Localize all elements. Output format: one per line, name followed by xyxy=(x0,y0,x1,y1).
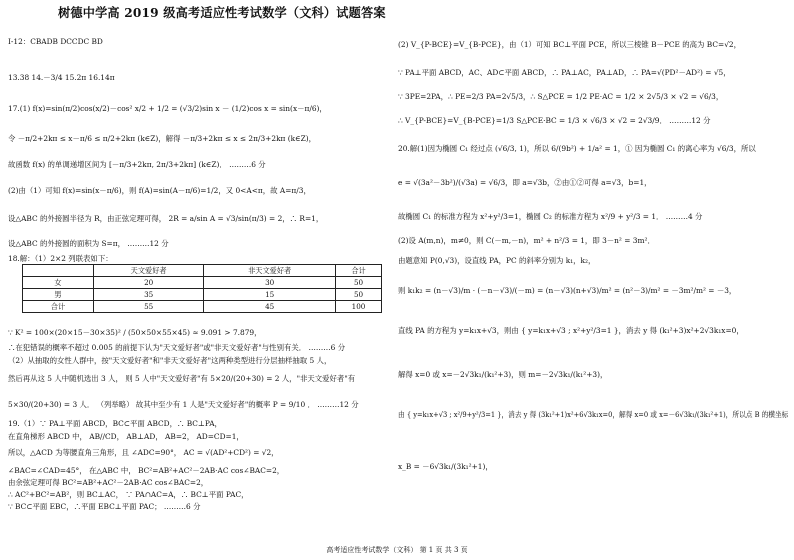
table-cell: 100 xyxy=(336,301,382,313)
table-cell: 45 xyxy=(204,301,336,313)
table-cell: 女 xyxy=(23,277,94,289)
answer-line: (2)由（1）可知 f(x)=sin(x－π/6)，则 f(A)=sin(A－π/6)=1/2，又 0<A<π，故 A=π/3， xyxy=(8,186,311,195)
table-header-cell: 天文爱好者 xyxy=(94,265,204,277)
answer-line: 然后再从这 5 人中随机选出 3 人， 则 5 人中"天文爱好者"有 5×20/(20+30) = 2 人，"非天文爱好者"有 xyxy=(8,374,356,383)
table-cell: 30 xyxy=(204,277,336,289)
table-cell: 20 xyxy=(94,277,204,289)
answer-line: 17.(1) f(x)=sin(π/2)cos(x/2)－cos² x/2 + 1/2 = (√3/2)sin x － (1/2)cos x = sin(x－π/6)， xyxy=(8,104,327,113)
answer-line: 解得 x=0 或 x=－2√3k₁/(k₁²+3)，则 m=－2√3k₁/(k₁²+3)， xyxy=(398,370,608,379)
table-header-cell: 非天文爱好者 xyxy=(204,265,336,277)
page-footer: 高考适应性考试数学（文科） 第 1 页 共 3 页 xyxy=(326,546,468,554)
answer-line: 20.解(1)因为椭圆 C₁ 经过点 (√6/3, 1)，所以 6/(9b²) + 1/a² = 1，① 因为椭圆 C₁ 的离心率为 √6/3，所以 xyxy=(398,144,756,153)
answer-line: 故椭圆 C₁ 的标准方程为 x²+y²/3=1，椭圆 C₂ 的标准方程为 x²/9 + y²/3 = 1． ………4 分 xyxy=(398,212,703,221)
answer-line: 由余弦定理可得 BC²=AB²+AC²－2AB·AC cos∠BAC=2， xyxy=(8,478,209,487)
table-cell: 15 xyxy=(204,289,336,301)
answer-line: ∵ K² = 100×(20×15－30×35)² / (50×50×55×45) ≈ 9.091 > 7.879， xyxy=(8,328,262,337)
answer-line: 则 k₁k₂ = (n－√3)/m · (－n－√3)/(－m) = (n－√3)(n+√3)/m² = (n²－3)/m² = －3m²/m² = －3， xyxy=(398,286,737,295)
table-cell: 50 xyxy=(336,289,382,301)
answer-line: 所以，△ACD 为等腰直角三角形，且 ∠ADC=90°， AC = √(AD²+CD²) = √2， xyxy=(8,448,279,457)
answer-line: ∴ AC²+BC²=AB²，则 BC⊥AC， ∵ PA∩AC=A，∴ BC⊥平面 PAC， xyxy=(8,490,249,499)
table-row xyxy=(23,301,382,313)
table-row xyxy=(23,277,382,289)
answer-line: 13.38 14.－3/4 15.2π 16.14π xyxy=(8,73,115,82)
answer-line: ∴ V_{P-BCE}=V_{B-PCE}=1/3 S△PCE·BC = 1/3 × √6/3 × √2 = 2√3/9． ………12 分 xyxy=(398,116,711,125)
answer-line: ∴在犯错误的概率不超过 0.005 的前提下认为"天文爱好者"或"非天文爱好者"与性别有关． ………6 分 xyxy=(8,343,346,352)
answer-line: x_B = －6√3k₁/(3k₁²+1)， xyxy=(398,462,493,471)
answer-line: ∠BAC=∠CAD=45°， 在△ABC 中， BC²=AB²+AC²－2AB·AC cos∠BAC=2， xyxy=(8,466,285,475)
contingency-table xyxy=(22,264,382,313)
answer-line: 令 －π/2+2kπ ≤ x－π/6 ≤ π/2+2kπ (k∈Z)，解得 －π/3+2kπ ≤ x ≤ 2π/3+2kπ (k∈Z)， xyxy=(8,134,316,143)
table-row xyxy=(23,289,382,301)
answer-line: 在直角梯形 ABCD 中， AB//CD， AB⊥AD， AB=2， AD=CD=1， xyxy=(8,432,244,441)
answer-line: 由 { y=k₁x+√3 ; x²/9+y²/3=1 }，消去 y 得 (3k₁²+1)x²+6√3k₁x=0，解得 x=0 或 x=－6√3k₁/(3k₁²+1)，所以点 B 的横坐标 xyxy=(398,410,789,419)
answer-line: 由题意知 P(0,√3)，设直线 PA，PC 的斜率分别为 k₁，k₂， xyxy=(398,256,596,265)
page-title: 树德中学高 2019 级高考适应性考试数学（文科）试题答案 xyxy=(58,5,386,20)
answer-line: e = √(3a²－3b²)/(√3a) = √6/3，即 a=√3b，②由①②可得 a=√3，b=1， xyxy=(398,178,652,187)
table-cell: 男 xyxy=(23,289,94,301)
answer-line: 故函数 f(x) 的单调递增区间为 [－π/3+2kπ, 2π/3+2kπ] (k∈Z)． ………6 分 xyxy=(8,160,266,169)
answer-line: 设△ABC 的外接圆半径为 R，由正弦定理可得， 2R = a/sin A = √3/sin(π/3) = 2，∴ R=1， xyxy=(8,214,324,223)
table-cell: 合计 xyxy=(23,301,94,313)
table-cell: 35 xyxy=(94,289,204,301)
answer-line: ∵ BC⊂平面 EBC，∴平面 EBC⊥平面 PAC； ………6 分 xyxy=(8,502,201,511)
answer-line: ∵ 3PE=2PA，∴ PE=2/3 PA=2√5/3，∴ S△PCE = 1/2 PE·AC = 1/2 × 2√5/3 × √2 = √6/3， xyxy=(398,92,724,101)
answer-line: 18.解：（1）2×2 列联表如下： xyxy=(8,254,113,263)
table-cell: 55 xyxy=(94,301,204,313)
answer-line: 设△ABC 的外接圆的面积为 S=π， ………12 分 xyxy=(8,239,169,248)
answer-line: I-12：CBADB DCCDC BD xyxy=(8,37,103,46)
table-cell: 50 xyxy=(336,277,382,289)
answer-line: (2)设 A(m,n)，m≠0，则 C(－m,－n)，m² + n²/3 = 1，即 3－n² = 3m²． xyxy=(398,236,655,245)
answer-line: 直线 PA 的方程为 y=k₁x+√3，则由 { y=k₁x+√3 ; x²+y²/3=1 }，消去 y 得 (k₁²+3)x²+2√3k₁x=0， xyxy=(398,326,744,335)
table-header-row xyxy=(23,265,382,277)
answer-line: 5×30/(20+30) = 3 人． （列举略） 故其中至少有 1 人是"天文爱好者"的概率 P = 9/10 ． ………12 分 xyxy=(8,400,359,409)
table-header-cell xyxy=(23,265,94,277)
answer-line: 19.（1）∵ PA⊥平面 ABCD，BC⊂平面 ABCD，∴ BC⊥PA， xyxy=(8,419,222,428)
table-header-cell: 合计 xyxy=(336,265,382,277)
answer-line: (2) V_{P-BCE}=V_{B-PCE}，由（1）可知 BC⊥平面 PCE，所以三棱锥 B－PCE 的高为 BC=√2， xyxy=(398,40,742,49)
answer-line: （2）从抽取的女性人群中，按"天文爱好者"和"非天文爱好者"这两种类型进行分层抽样抽取 5 人， xyxy=(8,356,332,365)
answer-line: ∵ PA⊥平面 ABCD，AC、AD⊂平面 ABCD，∴ PA⊥AC，PA⊥AD，∴ PA=√(PD²－AD²) = √5， xyxy=(398,68,731,77)
